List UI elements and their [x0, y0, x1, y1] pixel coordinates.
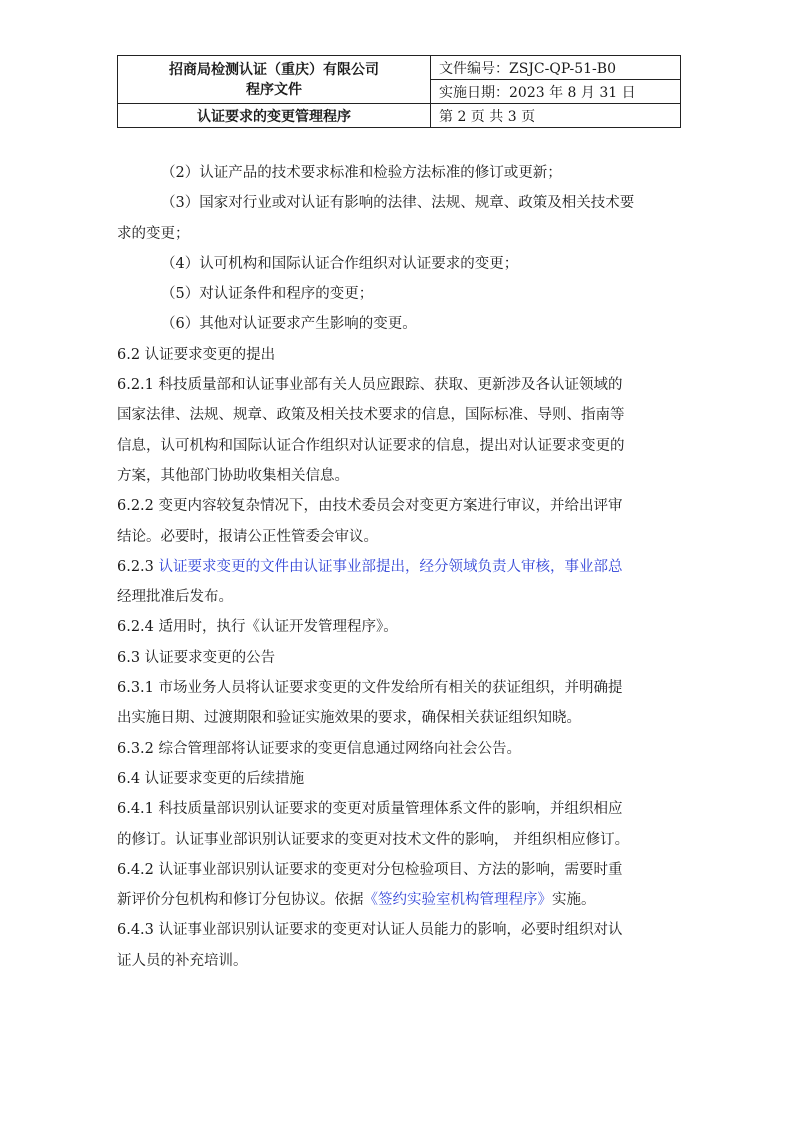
clause-6-3-1-line2: 出实施日期、过渡期限和验证实施效果的要求，确保相关获证组织知晓。 [117, 710, 581, 727]
clause-6-2-3-line1 [117, 552, 681, 582]
clause-6-3-2: 6.3.2 综合管理部将认证要求的变更信息通过网络向社会公告。 [117, 740, 522, 757]
list-item-6: （6）其他对认证要求产生影响的变更。 [161, 316, 417, 333]
clause-6-4-3-line2: 证人员的补充培训。 [117, 952, 248, 969]
document-category: 程序文件 [246, 81, 302, 98]
clause-6-2-2-line1: 6.2.2 变更内容较复杂情况下，由技术委员会对变更方案进行审议，并给出评审 [117, 498, 623, 515]
clause-6-2-3-number: 6.2.3 [117, 558, 159, 575]
list-item-3-line2: 求的变更； [117, 225, 190, 242]
clause-6-2-1-line2: 国家法律、法规、规章、政策及相关技术要求的信息，国际标准、导则、指南等 [117, 407, 625, 424]
company-name: 招商局检测认证（重庆）有限公司 [169, 61, 379, 78]
section-6-3-heading: 6.3 认证要求变更的公告 [117, 649, 276, 666]
list-item-4: （4）认可机构和国际认证合作组织对认证要求的变更； [161, 255, 519, 272]
list-item-2: （2）认证产品的技术要求标准和检验方法标准的修订或更新； [161, 165, 562, 181]
clause-6-2-2-line2: 结论。必要时，报请公正性管委会审议。 [117, 528, 378, 545]
clause-6-2-3-highlight: 认证要求变更的文件由认证事业部提出，经分领域负责人审核，事业部总 [158, 558, 623, 575]
clause-6-2-1-line3: 信息，认可机构和国际认证合作组织对认证要求的信息，提出对认证要求变更的 [117, 437, 625, 454]
clause-6-2-1-line1: 6.2.1 科技质量部和认证事业部有关人员应跟踪、获取、更新涉及各认证领域的 [117, 377, 623, 394]
section-6-2-heading: 6.2 认证要求变更的提出 [117, 346, 276, 363]
doc-number: 文件编号：ZSJC-QP-51-B0 [431, 56, 681, 80]
effective-date: 实施日期：2023 年 8 月 31 日 [431, 80, 681, 104]
clause-6-4-2-tail: 实施。 [552, 892, 596, 909]
page-info: 第 2 页 共 3 页 [431, 104, 681, 128]
document-title: 认证要求的变更管理程序 [118, 104, 431, 128]
clause-6-4-3-line1: 6.4.3 认证事业部识别认证要求的变更对认证人员能力的影响，必要时组织对认 [117, 922, 623, 939]
list-item-3-line1: （3）国家对行业或对认证有影响的法律、法规、规章、政策及相关技术要 [161, 195, 635, 212]
company-name-cell [118, 56, 431, 104]
clause-6-4-2-text: 新评价分包机构和修订分包协议。依据 [117, 892, 364, 909]
procedure-reference: 《签约实验室机构管理程序》 [363, 892, 552, 909]
clause-6-2-3-line2: 经理批准后发布。 [117, 589, 233, 606]
clause-6-2-1-line4: 方案，其他部门协助收集相关信息。 [117, 467, 349, 484]
clause-6-4-1-line1: 6.4.1 科技质量部识别认证要求的变更对质量管理体系文件的影响，并组织相应 [117, 801, 623, 818]
clause-6-4-2-line2 [117, 885, 681, 915]
clause-6-2-4: 6.2.4 适用时，执行《认证开发管理程序》。 [117, 619, 398, 636]
document-header-table [117, 55, 681, 128]
document-body [117, 158, 681, 976]
section-6-4-heading: 6.4 认证要求变更的后续措施 [117, 770, 305, 787]
clause-6-4-2-line1: 6.4.2 认证事业部识别认证要求的变更对分包检验项目、方法的影响，需要时重 [117, 861, 623, 878]
list-item-5: （5）对认证条件和程序的变更； [161, 286, 374, 303]
clause-6-4-1-line2: 的修订。认证事业部识别认证要求的变更对技术文件的影响， 并组织相应修订。 [117, 831, 630, 848]
clause-6-3-1-line1: 6.3.1 市场业务人员将认证要求变更的文件发给所有相关的获证组织，并明确提 [117, 680, 623, 697]
